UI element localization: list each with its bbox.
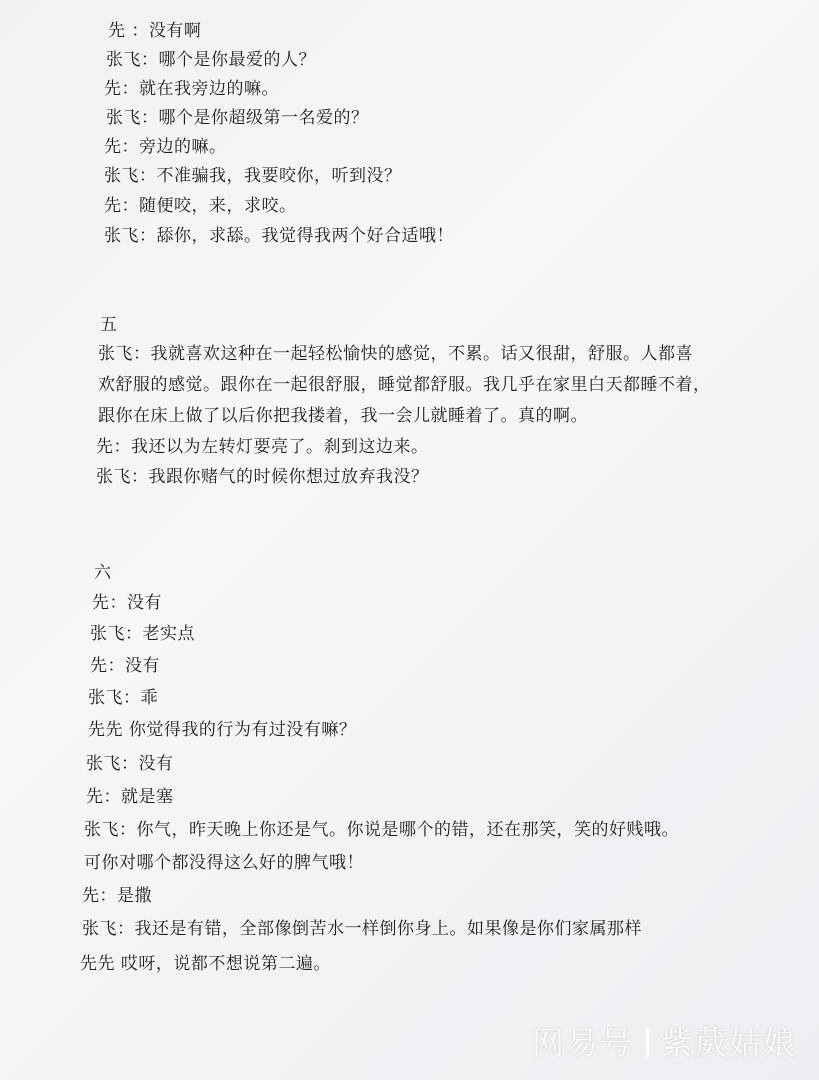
dialogue-line: 张飞：我跟你赌气的时候你想过放弃我没？ (96, 467, 429, 487)
dialogue-line: 张飞：我就喜欢这种在一起轻松愉快的感觉，不累。话又很甜，舒服。人都喜 (98, 344, 693, 364)
watermark-author: 紫葳姑娘 (660, 1024, 797, 1062)
dialogue-line: 张飞：老实点 (90, 624, 195, 644)
dialogue-line: 张飞：你气，昨天晚上你还是气。你说是哪个的错，还在那笑，笑的好贱哦。 (84, 820, 679, 840)
dialogue-line: 跟你在床上做了以后你把我搂着，我一会儿就睡着了。真的啊。 (98, 406, 588, 426)
dialogue-line: 张飞：没有 (86, 754, 174, 774)
dialogue-line: 张飞：我还是有错，全部像倒苦水一样倒你身上。如果像是你们家属那样 (82, 919, 642, 939)
dialogue-line: 先先 哎呀，说都不想说第二遍。 (80, 954, 331, 974)
dialogue-line: 先先 你觉得我的行为有过没有嘛？ (88, 720, 357, 740)
section-heading: 五 (100, 315, 118, 335)
dialogue-line: 先：就在我旁边的嘛。 (104, 79, 279, 99)
dialogue-line: 先：就是塞 (86, 787, 174, 807)
dialogue-line: 张飞：哪个是你最爱的人？ (106, 50, 316, 70)
dialogue-line: 先：我还以为左转灯要亮了。刹到这边来。 (96, 437, 429, 457)
dialogue-line: 先：没有 (92, 593, 162, 613)
dialogue-line: 张飞：哪个是你超级第一名爱的？ (106, 108, 369, 128)
dialogue-line: 先：是撒 (82, 886, 152, 906)
dialogue-line: 张飞：乖 (88, 688, 158, 708)
watermark (532, 1018, 797, 1064)
dialogue-line: 欢舒服的感觉。跟你在一起很舒服，睡觉都舒服。我几乎在家里白天都睡不着， (98, 375, 711, 395)
watermark-source: 网易号 (531, 1024, 634, 1062)
section-heading: 六 (94, 563, 112, 583)
dialogue-line: 先：旁边的嘛。 (104, 137, 227, 157)
dialogue-line: 先：没有 (90, 656, 160, 676)
dialogue-line: 张飞：舔你，求舔。我觉得我两个好合适哦！ (104, 226, 454, 246)
dialogue-line: 可你对哪个都没得这么好的脾气哦！ (84, 853, 364, 873)
dialogue-line: 张飞：不准骗我，我要咬你，听到没？ (104, 166, 402, 186)
watermark-divider (646, 1028, 649, 1058)
dialogue-line: 先 ：没有啊 (108, 21, 202, 41)
dialogue-line: 先：随便咬，来，求咬。 (104, 196, 297, 216)
